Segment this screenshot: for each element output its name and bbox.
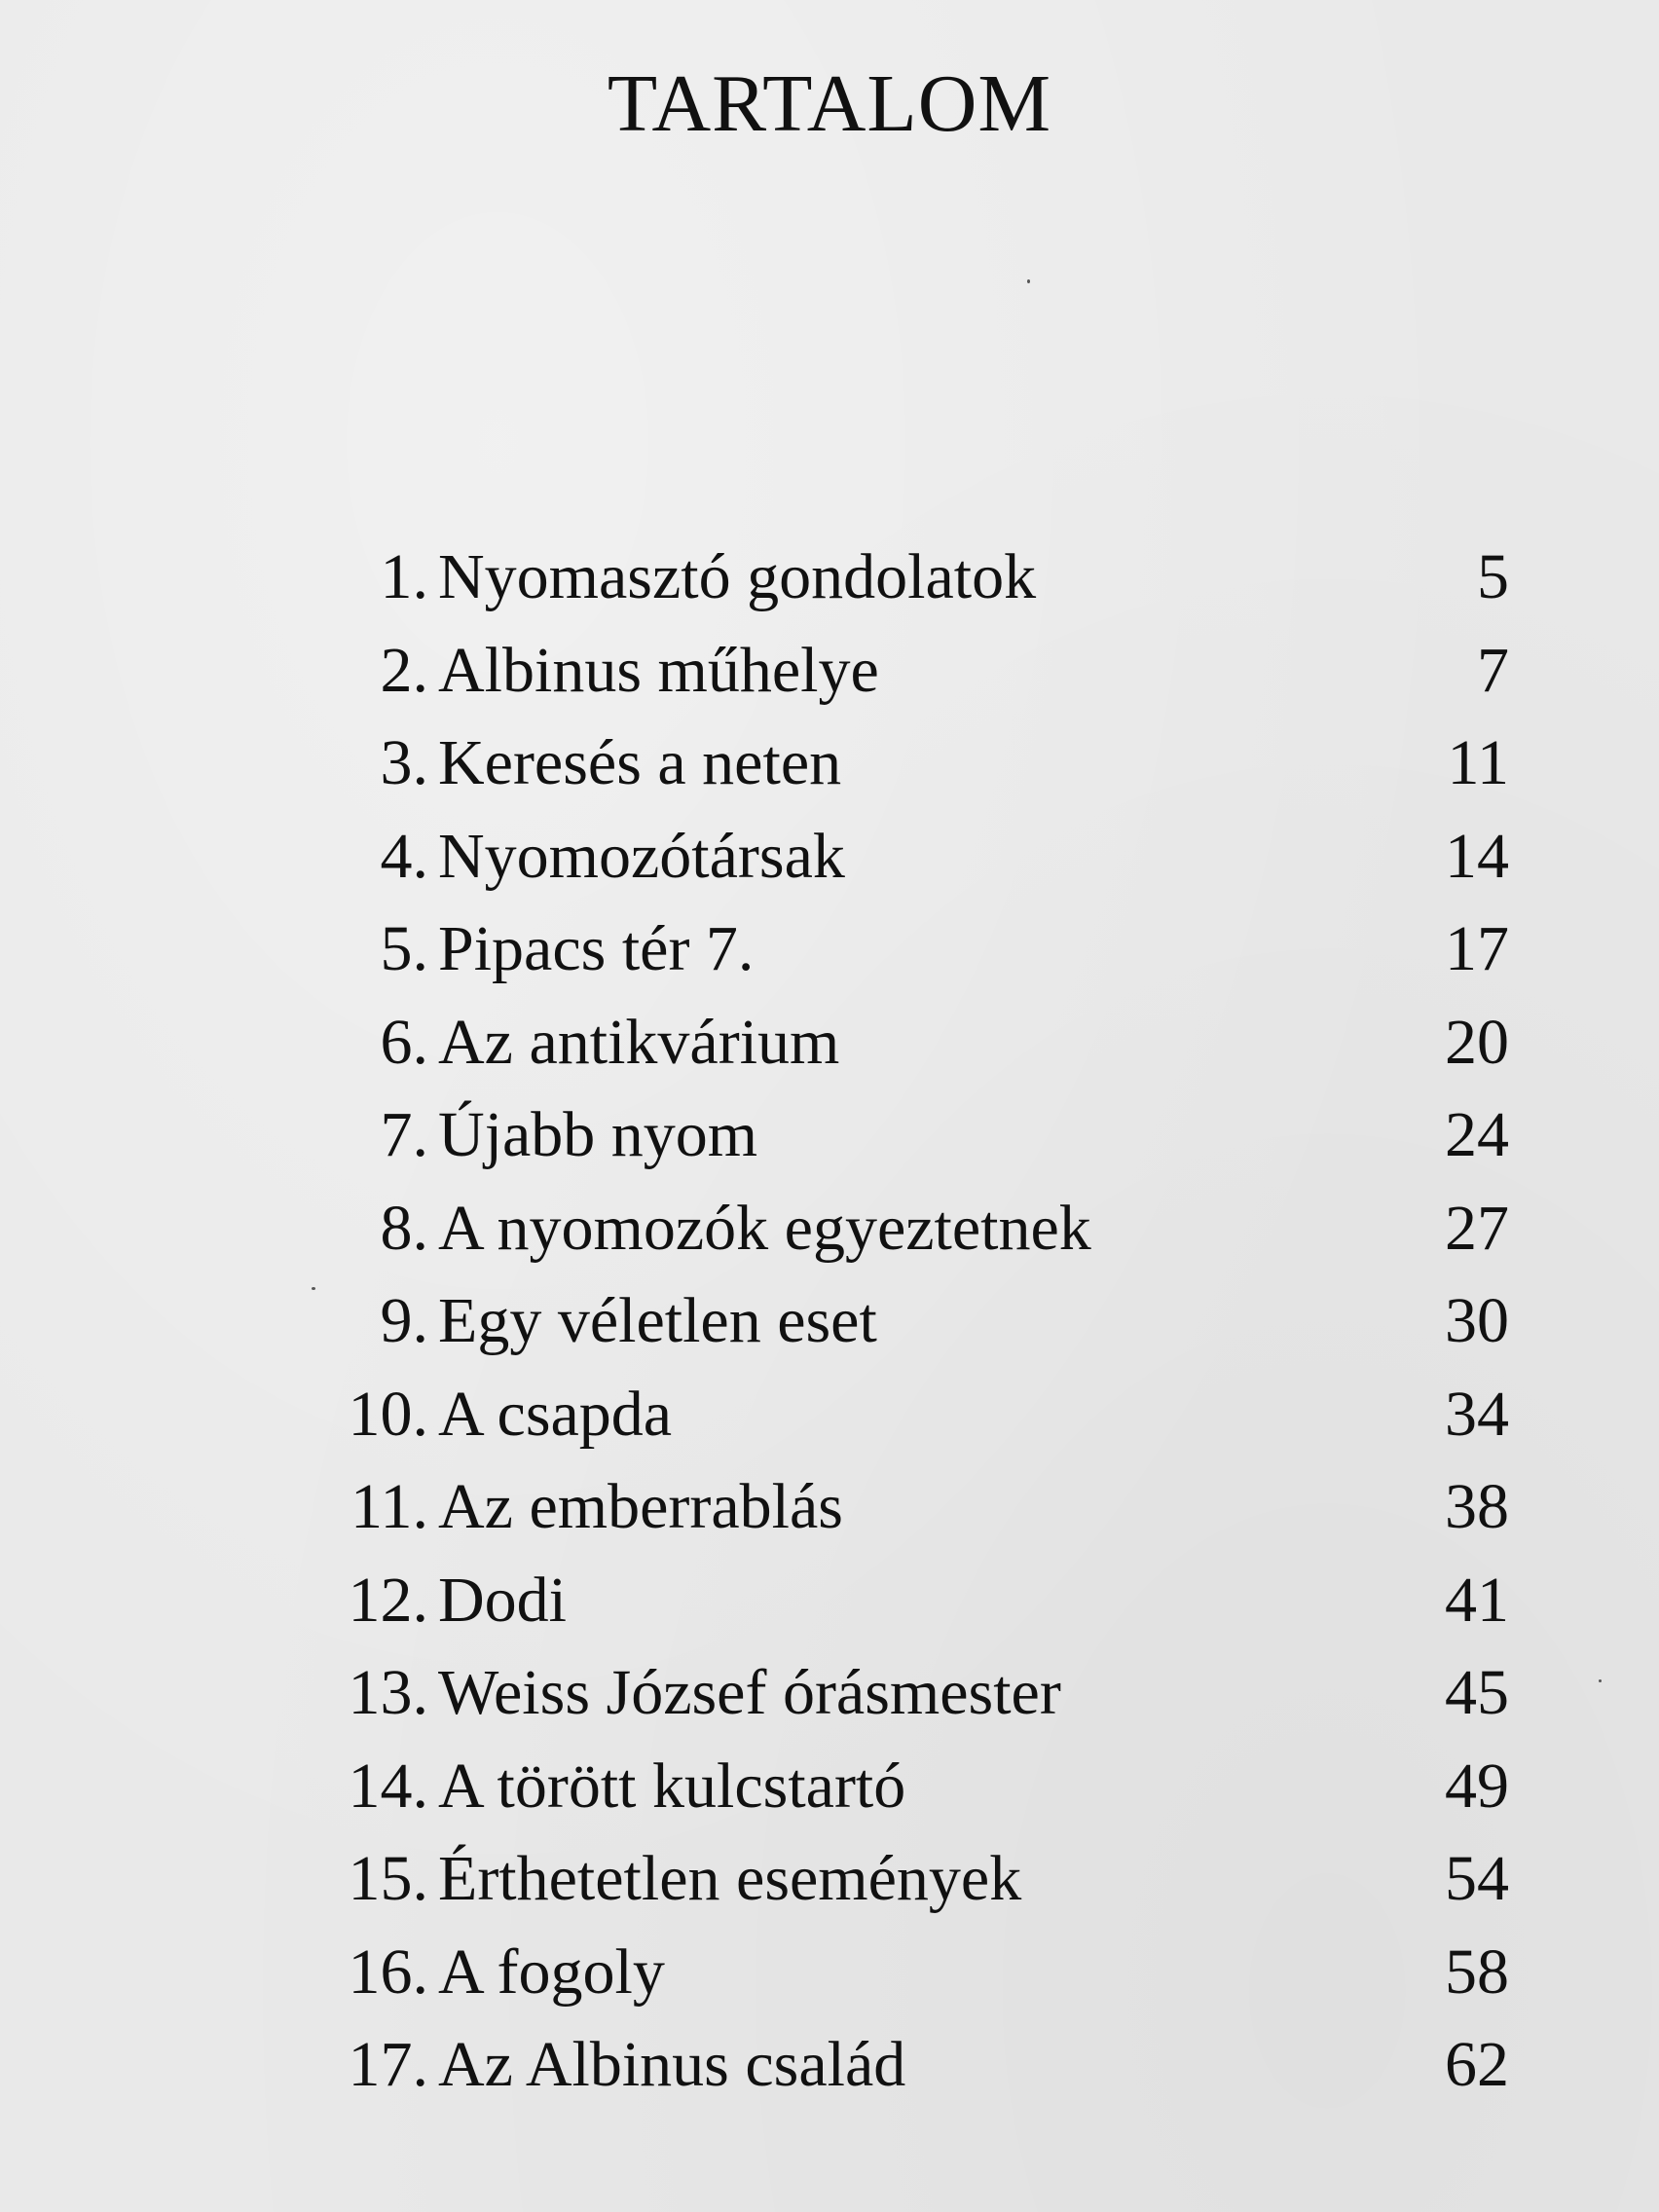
toc-entry [331, 1182, 1509, 1275]
chapter-number: 7. [380, 1099, 428, 1170]
page-number: 58 [1445, 1936, 1509, 2008]
toc-entry [331, 624, 1509, 718]
page-number: 54 [1445, 1843, 1509, 1914]
chapter-number: 15. [348, 1843, 428, 1914]
page-number: 20 [1445, 1006, 1509, 1078]
paper-speck [1027, 279, 1030, 283]
page-number: 7 [1477, 634, 1509, 706]
toc-entry [331, 1646, 1509, 1740]
chapter-number: 3. [380, 727, 428, 798]
chapter-number: 12. [348, 1564, 428, 1636]
chapter-number: 6. [380, 1006, 428, 1078]
chapter-number: 2. [380, 634, 428, 706]
toc-entry [331, 1088, 1509, 1182]
chapter-title: A csapda [438, 1378, 673, 1450]
chapter-title: Egy véletlen eset [438, 1285, 877, 1356]
toc-entry [331, 717, 1509, 810]
chapter-number: 14. [348, 1750, 428, 1822]
toc-entry [331, 1554, 1509, 1647]
chapter-title: Az Albinus család [438, 2029, 906, 2100]
paper-speck [1599, 1679, 1602, 1682]
chapter-number: 11. [350, 1471, 428, 1542]
toc-entry [331, 1832, 1509, 1926]
page-number: 17 [1445, 913, 1509, 984]
paper-speck [312, 1287, 315, 1290]
page-number: 30 [1445, 1285, 1509, 1356]
chapter-number: 8. [380, 1192, 428, 1264]
page-number: 5 [1477, 541, 1509, 612]
chapter-title: Albinus műhelye [438, 634, 879, 706]
chapter-title: Az antikvárium [438, 1006, 840, 1078]
table-of-contents [331, 531, 1509, 2112]
toc-entry [331, 810, 1509, 903]
page-number: 38 [1445, 1471, 1509, 1542]
page-number: 41 [1445, 1564, 1509, 1636]
chapter-title: Érthetetlen események [438, 1843, 1022, 1914]
chapter-number: 4. [380, 820, 428, 892]
page-number: 62 [1445, 2029, 1509, 2100]
chapter-title: A fogoly [438, 1936, 665, 2008]
chapter-number: 5. [380, 913, 428, 984]
chapter-title: Keresés a neten [438, 727, 842, 798]
chapter-number: 1. [380, 541, 428, 612]
page-number: 49 [1445, 1750, 1509, 1822]
toc-entry [331, 1460, 1509, 1554]
toc-entry [331, 1274, 1509, 1368]
toc-entry [331, 2018, 1509, 2112]
chapter-title: Weiss József órásmester [438, 1657, 1061, 1728]
page-number: 14 [1445, 820, 1509, 892]
chapter-number: 9. [380, 1285, 428, 1356]
toc-entry [331, 1926, 1509, 2019]
chapter-title: Az emberrablás [438, 1471, 843, 1542]
chapter-number: 10. [348, 1378, 428, 1450]
chapter-title: Nyomozótársak [438, 820, 845, 892]
chapter-number: 13. [348, 1657, 428, 1728]
toc-entry [331, 903, 1509, 996]
toc-entry [331, 996, 1509, 1089]
page-number: 27 [1445, 1192, 1509, 1264]
chapter-title: Nyomasztó gondolatok [438, 541, 1037, 612]
chapter-title: Újabb nyom [438, 1099, 758, 1170]
page-number: 34 [1445, 1378, 1509, 1450]
chapter-title: A nyomozók egyeztetnek [438, 1192, 1091, 1264]
chapter-number: 16. [348, 1936, 428, 2008]
toc-entry [331, 1740, 1509, 1833]
page-number: 24 [1445, 1099, 1509, 1170]
page-number: 45 [1445, 1657, 1509, 1728]
toc-entry [331, 531, 1509, 624]
page-title: TARTALOM [607, 58, 1052, 149]
toc-entry [331, 1368, 1509, 1461]
chapter-title: Pipacs tér 7. [438, 913, 755, 984]
page-number: 11 [1447, 727, 1509, 798]
chapter-title: A törött kulcstartó [438, 1750, 906, 1822]
chapter-number: 17. [348, 2029, 428, 2100]
chapter-title: Dodi [438, 1564, 567, 1636]
